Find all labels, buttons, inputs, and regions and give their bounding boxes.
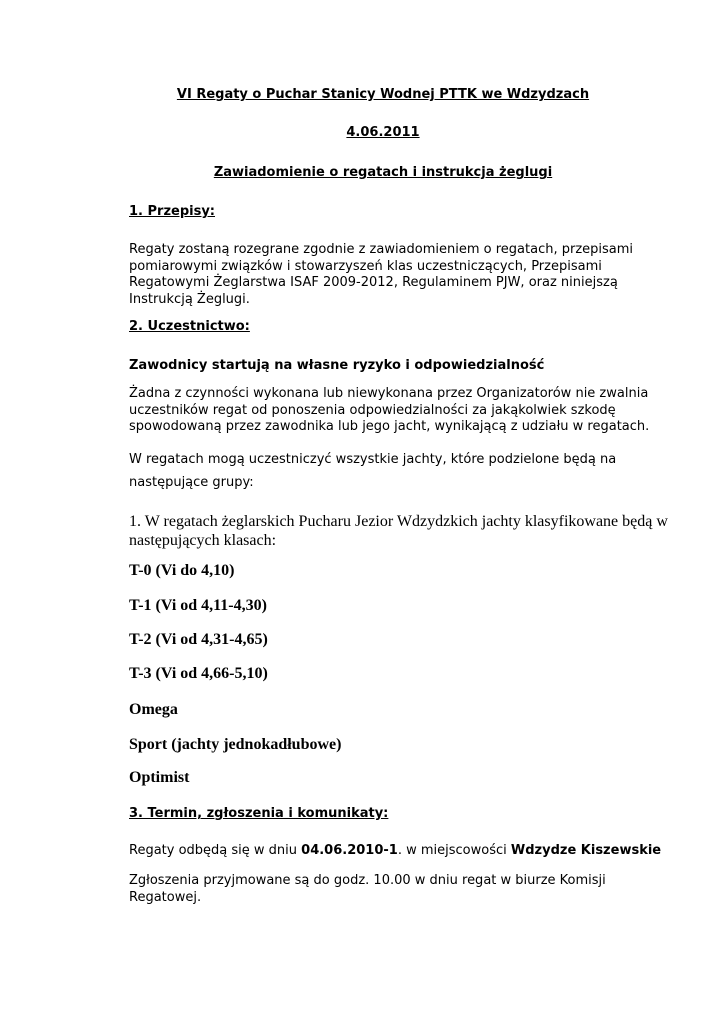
paragraph-line: Żadna z czynności wykonana lub niewykonana przez Organizatorów nie zwalnia (129, 386, 649, 401)
class-item: T-3 (Vi od 4,66-5,10) (129, 665, 268, 682)
section3-heading: 3. Termin, zgłoszenia i komunikaty: (129, 806, 389, 821)
section1-paragraph (129, 242, 649, 308)
class-item: Omega (129, 701, 178, 718)
paragraph-line: 1. W regatach żeglarskich Pucharu Jezior Wdzydzkich jachty klasyfikowane będą w (129, 513, 668, 530)
class-item: Sport (jachty jednokadłubowe) (129, 736, 342, 753)
section2-paragraph1 (129, 386, 649, 436)
document-date: 4.06.2011 (346, 125, 420, 140)
paragraph-line: następujących klasach: (129, 532, 277, 549)
event-place: Wdzydze Kiszewskie (510, 843, 662, 858)
paragraph-line: Regatowymi Żeglarstwa ISAF 2009-2012, Regulaminem PJW, oraz niniejszą (129, 275, 618, 290)
paragraph-line: uczestników regat od ponoszenia odpowiedzialności za jakąkolwiek szkodę (129, 402, 616, 418)
event-date: 04.06.2010-1 (301, 843, 398, 858)
section1-heading: 1. Przepisy: (129, 204, 216, 219)
section2-bold-line: Zawodnicy startują na własne ryzyko i odpowiedzialność (129, 358, 545, 373)
paragraph-line: spowodowaną przez zawodnika lub jego jacht, wynikającą z udziału w regatach. (129, 419, 650, 434)
document-title: VI Regaty o Puchar Stanicy Wodnej PTTK we Wdzydzach (176, 87, 590, 102)
document-subtitle: Zawiadomienie o regatach i instrukcja żeglugi (213, 165, 553, 180)
class-item: Optimist (129, 769, 190, 786)
section2-paragraph2-line1: W regatach mogą uczestniczyć wszystkie jachty, które podzielone będą na (129, 452, 617, 467)
section2-heading: 2. Uczestnictwo: (129, 319, 250, 334)
section3-date-line (129, 843, 689, 860)
paragraph-line: Regatowej. (129, 889, 202, 905)
paragraph-line: Regaty zostaną rozegrane zgodnie z zawiadomieniem o regatach, przepisami (129, 242, 634, 257)
date-line-middle: . w miejscowości (397, 843, 511, 858)
class-item: T-2 (Vi od 4,31-4,65) (129, 631, 268, 648)
section2-serif-paragraph (129, 512, 689, 550)
paragraph-line: Instrukcją Żeglugi. (129, 291, 250, 307)
paragraph-line: Zgłoszenia przyjmowane są do godz. 10.00 w dniu regat w biurze Komisji (129, 873, 606, 888)
class-item: T-0 (Vi do 4,10) (129, 562, 235, 579)
paragraph-line: pomiarowymi związków i stowarzyszeń klas uczestniczących, Przepisami (129, 258, 602, 274)
section2-paragraph2-line2: następujące grupy: (129, 475, 254, 490)
class-item: T-1 (Vi od 4,11-4,30) (129, 597, 267, 614)
date-line-prefix: Regaty odbędą się w dniu (129, 843, 302, 858)
section3-paragraph (129, 873, 649, 906)
